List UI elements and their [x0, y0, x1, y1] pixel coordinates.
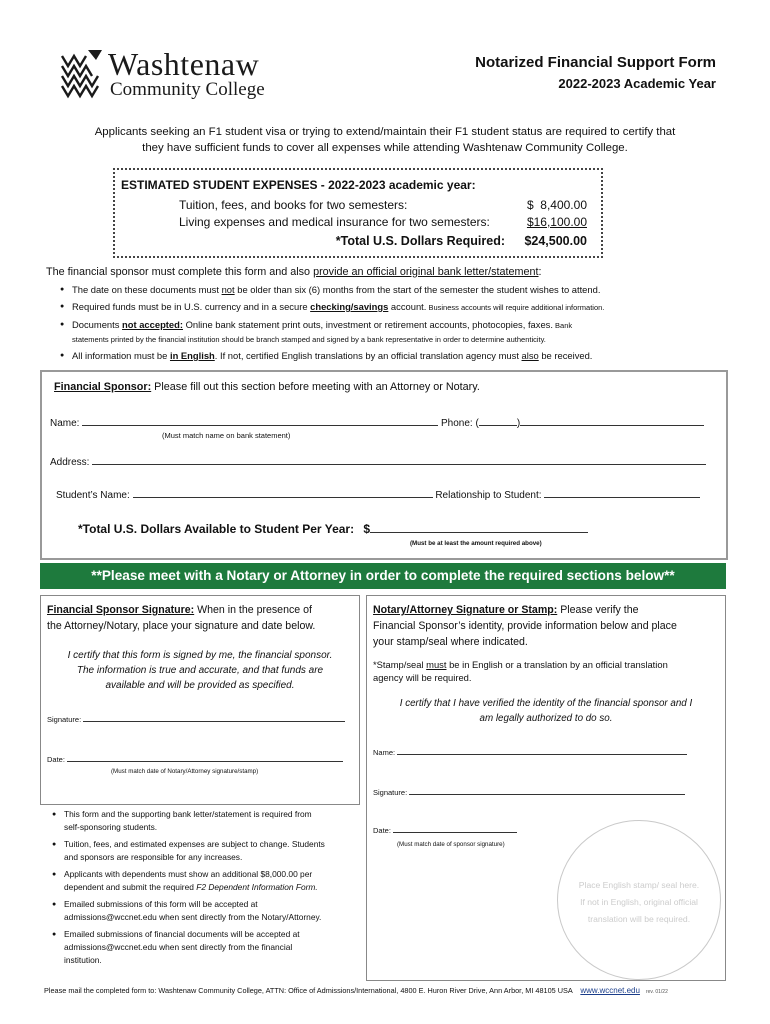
logo-mark-icon [58, 46, 108, 104]
notary-date-field[interactable] [393, 824, 517, 833]
list-item: ● The date on these documents must not be older than six (6) months from the start of the semester the student wishes to attend. [58, 283, 738, 296]
student-row: Student’s Name: Relationship to Student: [56, 488, 700, 501]
expenses-box [113, 168, 603, 258]
expenses-heading: ESTIMATED STUDENT EXPENSES - 2022-2023 academic year: [121, 178, 476, 192]
intro-line2: they have sufficient funds to cover all expenses while attending Washtenaw Community College. [142, 142, 628, 154]
requirements-lead [46, 266, 542, 278]
footer [44, 986, 734, 995]
lead-link-text: provide an official original bank letter/statement [313, 266, 539, 278]
page-subtitle: 2022-2023 Academic Year [558, 76, 716, 91]
intro-text [40, 124, 730, 156]
sponsor-phone-field[interactable] [520, 416, 704, 426]
notes-list [50, 808, 360, 967]
sponsor-signature-row: Signature: [47, 713, 345, 724]
logo-line1: Washtenaw [108, 46, 260, 82]
sponsor-date-field[interactable] [67, 753, 343, 762]
sponsor-signature-section [40, 595, 360, 805]
requirements-list [58, 283, 738, 362]
list-item: ● Tuition, fees, and estimated expenses are subject to change. Students and sponsors are responsible for any increases. [50, 838, 360, 864]
notary-date-note: (Must match date of sponsor signature) [397, 841, 505, 848]
notary-signature-row: Signature: [373, 786, 685, 797]
available-total-row: *Total U.S. Dollars Available to Student Per Year: $ [78, 522, 588, 536]
list-item: ● Applicants with dependents must show an additional $8,000.00 per dependent and submit the required F2 Dependent Information Form. [50, 868, 360, 894]
intro-line1: Applicants seeking an F1 student visa or trying to extend/maintain their F1 student status are required to certify that [94, 126, 676, 138]
sponsor-address-field[interactable] [92, 455, 706, 465]
tuition-value: $ 8,400.00 [526, 198, 587, 212]
footer-text: Please mail the completed form to: Washtenaw Community College, ATTN: Office of Admissions/International, 4800 E. Huron River Drive, Ann Arbor, MI 48105 USA [44, 986, 573, 995]
available-total-field[interactable] [370, 522, 588, 533]
notary-date-row: Date: [373, 824, 517, 835]
sponsor-signature-heading: Financial Sponsor Signature: When in the presence of the Attorney/Notary, place your signature and date below. [47, 604, 316, 632]
footer-link[interactable]: www.wccnet.edu [580, 986, 640, 995]
stamp-placeholder[interactable]: Place English stamp/ seal here. If not in English, original official translation will be required. [557, 820, 721, 980]
notary-heading: Notary/Attorney Signature or Stamp: Please verify the Financial Sponsor’s identity, provide information below and place your stamp/seal where indicated. [373, 604, 677, 648]
living-value: $16,100.00 [526, 215, 587, 229]
total-required-label: *Total U.S. Dollars Required: [335, 234, 505, 248]
sponsor-certify-text: I certify that this form is signed by me, the financial sponsor. The information is true and accurate, and that funds are available and will be provided as specified. [67, 650, 333, 691]
list-item: ● All information must be in English. If not, certified English translations by an official translation agency must also be received. [58, 349, 738, 362]
footer-rev: rev. 01/22 [645, 989, 668, 995]
notary-certify-text: I certify that I have verified the identity of the financial sponsor and I am legally authorized to do so. [399, 698, 693, 724]
relationship-field[interactable] [544, 488, 700, 498]
tuition-label: Tuition, fees, and books for two semesters: [179, 198, 408, 212]
stamp-requirement-note: *Stamp/seal must be in English or a translation by an official translation agency will be required. [373, 659, 668, 683]
notary-name-row: Name: [373, 746, 687, 757]
sponsor-name-note: (Must match name on bank statement) [162, 431, 291, 440]
sponsor-name-row: Name: Phone: ( ) [50, 416, 704, 429]
sponsor-address-row: Address: [50, 455, 706, 468]
notary-section [366, 595, 726, 981]
logo [58, 46, 288, 106]
sponsor-signature-field[interactable] [83, 713, 345, 722]
sponsor-phone-area-field[interactable] [479, 416, 517, 426]
list-item: ● Documents not accepted: Online bank statement print outs, investment or retirement accounts, photocopies, faxes. Bank statements printed by the financial institution should be branch stamped and signed by a bank representative in order to determine authenticity. [58, 318, 738, 346]
sponsor-heading: Financial Sponsor: Please fill out this section before meeting with an Attorney or Notary. [54, 381, 480, 393]
student-name-field[interactable] [133, 488, 433, 498]
notary-banner: **Please meet with a Notary or Attorney in order to complete the required sections below** [40, 563, 726, 589]
sponsor-name-field[interactable] [82, 416, 438, 426]
lead-text: The financial sponsor must complete this form and also [46, 266, 314, 278]
total-required-value: $24,500.00 [524, 234, 587, 248]
living-label: Living expenses and medical insurance for two semesters: [179, 215, 490, 229]
sponsor-section [40, 370, 728, 560]
list-item: ● Emailed submissions of this form will be accepted at admissions@wccnet.edu when sent directly from the Notary/Attorney. [50, 898, 360, 924]
page-title: Notarized Financial Support Form [475, 54, 716, 71]
lead-end: : [538, 266, 542, 278]
sponsor-date-note: (Must match date of Notary/Attorney signature/stamp) [111, 768, 259, 775]
logo-line2: Community College [110, 79, 265, 100]
list-item: ● This form and the supporting bank letter/statement is required from self-sponsoring students. [50, 808, 360, 834]
list-item: ● Emailed submissions of financial documents will be accepted at admissions@wccnet.edu when sent directly from the financial institution. [50, 928, 360, 967]
list-item: ● Required funds must be in U.S. currency and in a secure checking/savings account. Business accounts will require additional information. [58, 300, 738, 314]
notary-signature-field[interactable] [409, 786, 685, 795]
notary-name-field[interactable] [397, 746, 687, 755]
available-total-note: (Must be at least the amount required above) [410, 540, 542, 547]
sponsor-date-row: Date: [47, 753, 343, 764]
